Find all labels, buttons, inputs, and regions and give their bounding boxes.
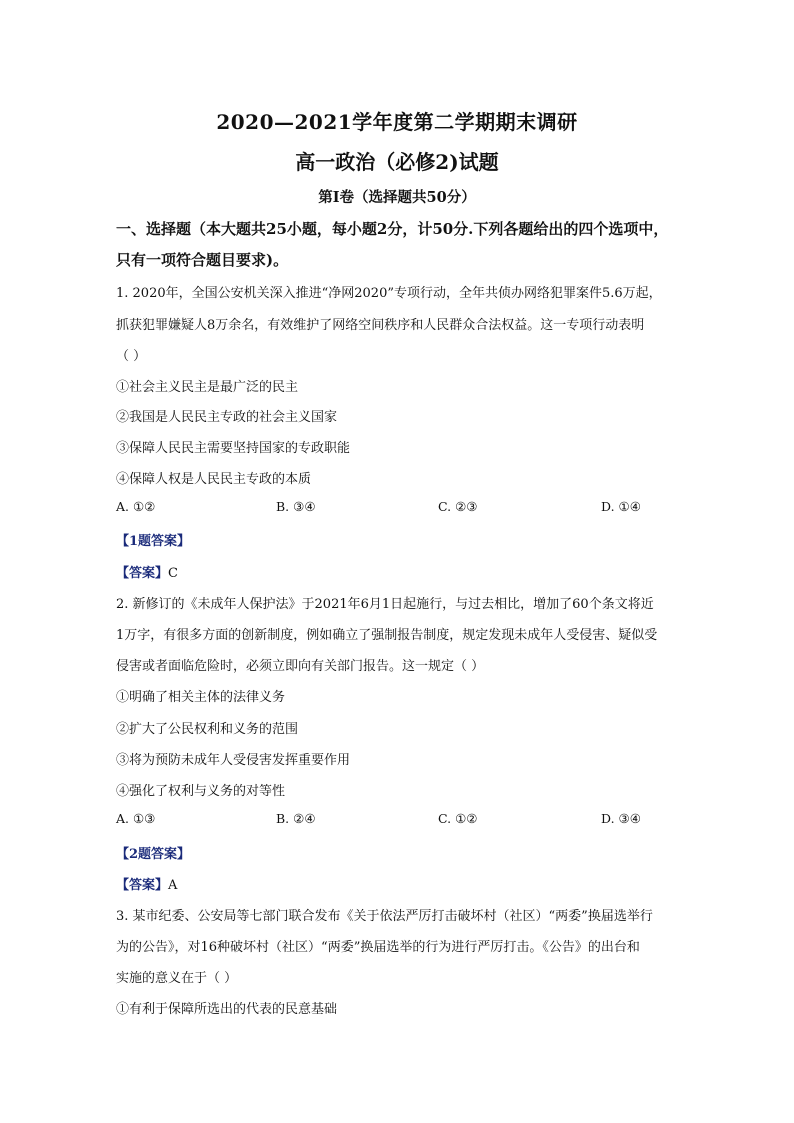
exam-subtitle: 高一政治（必修2)试题 [295, 150, 499, 174]
question-2-answer-heading: 【2题答案】 [116, 847, 191, 862]
question-1-stem-line-2: 抓获犯罪嫌疑人8万余名，有效维护了网络空间秩序和人民群众合法权益。这一专项行动表明 [116, 318, 645, 333]
question-3-stem-line-2: 为的公告》，对16种破坏村（社区）“两委”换届选举的行为进行严厉打击。《公告》的出台和 [116, 940, 640, 955]
question-2-stem-line-3: 侵害或者面临危险时，必须立即向有关部门报告。这一规定（ ） [116, 659, 485, 674]
question-1-answer-heading: 【1题答案】 [116, 534, 191, 549]
question-1-stem-line-1: 1. 2020年，全国公安机关深入推进“净网2020”专项行动，全年共侦办网络犯罪案件5.6万起， [116, 286, 662, 301]
question-1-stem-line-3: （ ） [116, 349, 147, 364]
answer-label: 【答案】 [116, 566, 169, 581]
question-3-option-1: ①有利于保障所选出的代表的民意基础 [116, 1002, 338, 1017]
choice-a: A. ①③ [116, 811, 156, 826]
volume-heading: 第Ⅰ卷（选择题共50分） [318, 189, 476, 206]
choice-b: B. ③④ [276, 499, 316, 514]
question-3-stem-line-1: 3. 某市纪委、公安局等七部门联合发布《关于依法严厉打击破坏村（社区）“两委”换届选举行 [116, 909, 653, 924]
exam-title: 2020—2021学年度第二学期期末调研 [216, 110, 578, 134]
choice-c: C. ①② [438, 811, 478, 826]
choice-b: B. ②④ [276, 811, 316, 826]
question-2-option-1: ①明确了相关主体的法律义务 [116, 690, 286, 705]
question-2-option-3: ③将为预防未成年人受侵害发挥重要作用 [116, 753, 351, 768]
question-1-answer [116, 562, 178, 581]
answer-value: C [168, 566, 178, 581]
choice-c: C. ②③ [438, 499, 478, 514]
choice-a: A. ①② [116, 499, 156, 514]
question-2-stem-line-1: 2. 新修订的《未成年人保护法》于2021年6月1日起施行，与过去相比，增加了60个条文将近 [116, 597, 654, 612]
question-3-stem-line-3: 实施的意义在于（ ） [116, 971, 238, 986]
question-1-option-3: ③保障人民民主需要坚持国家的专政职能 [116, 441, 351, 456]
question-2-option-4: ④强化了权利与义务的对等性 [116, 784, 286, 799]
choice-d: D. ③④ [601, 811, 641, 826]
answer-value: A [168, 878, 178, 893]
section-instruction-line-1: 一、选择题（本大题共25小题，每小题2分，计50分.下列各题给出的四个选项中， [116, 220, 669, 238]
question-2-stem-line-2: 1万字，有很多方面的创新制度，例如确立了强制报告制度，规定发现未成年人受侵害、疑似受 [116, 628, 658, 643]
question-1-option-4: ④保障人权是人民民主专政的本质 [116, 472, 312, 487]
section-instruction-line-2: 只有一项符合题目要求)。 [116, 251, 289, 269]
question-1-option-1: ①社会主义民主是最广泛的民主 [116, 380, 299, 395]
question-1-option-2: ②我国是人民民主专政的社会主义国家 [116, 410, 338, 425]
question-2-answer [116, 874, 177, 893]
question-2-option-2: ②扩大了公民权利和义务的范围 [116, 722, 299, 737]
answer-label: 【答案】 [116, 878, 169, 893]
choice-d: D. ①④ [601, 499, 641, 514]
